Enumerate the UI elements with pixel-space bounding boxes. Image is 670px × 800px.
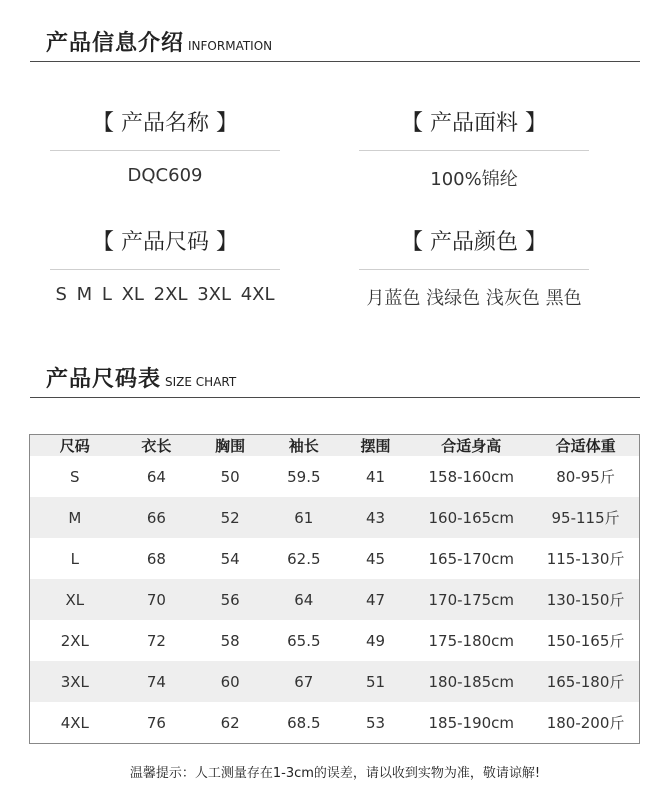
table-cell: 53 [365, 713, 386, 732]
sizes-value: S M L XL 2XL 3XL 4XL [55, 284, 275, 305]
product-name-value: DQC609 [127, 165, 203, 186]
info-section-rule [30, 61, 640, 62]
table-cell: 43 [365, 508, 386, 527]
sizes-block [50, 223, 280, 305]
table-cell: 61 [294, 508, 314, 527]
table-row [30, 661, 639, 702]
colors-value: 月蓝色 浅绿色 浅灰色 黑色 [366, 288, 582, 309]
table-cell: 72 [146, 631, 166, 650]
table-row [30, 538, 639, 579]
table-cell: 115-130斤 [546, 550, 625, 568]
table-cell: L [70, 549, 79, 568]
info-section-title: 产品信息介绍 INFORMATION [46, 31, 273, 56]
table-row [30, 579, 639, 620]
table-cell: 62 [220, 713, 240, 732]
table-cell: 65.5 [287, 631, 321, 650]
table-cell: 50 [220, 467, 240, 486]
colors-divider [359, 269, 589, 270]
size-table [30, 435, 639, 743]
size-section-subtitle: SIZE CHART [165, 375, 237, 389]
table-cell: 45 [365, 549, 386, 568]
table-cell: S [70, 467, 80, 486]
sizes-label: 【 产品尺码 】 [92, 230, 238, 255]
header-cell: 胸围 [215, 437, 246, 455]
table-cell: 62.5 [287, 549, 321, 568]
table-cell: 180-200斤 [546, 714, 625, 732]
table-header-row [30, 435, 639, 456]
size-chart-table [29, 434, 640, 744]
table-cell: 52 [220, 508, 240, 527]
table-cell: 160-165cm [428, 508, 515, 527]
table-cell: 180-185cm [428, 672, 515, 691]
table-cell: 58 [220, 631, 240, 650]
table-cell: 80-95斤 [556, 468, 615, 486]
table-cell: 76 [146, 713, 166, 732]
table-cell: 185-190cm [428, 713, 515, 732]
table-cell: 41 [365, 467, 386, 486]
table-cell: 158-160cm [428, 467, 515, 486]
table-cell: 2XL [60, 631, 89, 650]
info-section-subtitle: INFORMATION [188, 39, 273, 53]
table-cell: 3XL [60, 672, 89, 691]
measurement-note: 温馨提示：人工测量存在1-3cm的误差，请以收到实物为准，敬请谅解! [129, 766, 541, 781]
table-cell: 60 [220, 672, 240, 691]
table-cell: 165-180斤 [546, 673, 625, 691]
header-cell: 摆围 [360, 437, 391, 455]
product-name-divider [50, 150, 280, 151]
product-name-label: 【 产品名称 】 [92, 111, 238, 136]
table-cell: 95-115斤 [551, 509, 620, 527]
table-cell: 74 [146, 672, 166, 691]
table-row [30, 497, 639, 538]
table-cell: 165-170cm [428, 549, 515, 568]
header-cell: 衣长 [141, 437, 172, 455]
fabric-block [359, 104, 589, 191]
header-cell: 袖长 [288, 437, 319, 455]
colors-block [339, 223, 609, 310]
table-cell: 54 [220, 549, 240, 568]
table-cell: 56 [220, 590, 240, 609]
table-cell: 130-150斤 [546, 591, 625, 609]
header-cell: 合适身高 [441, 437, 502, 455]
fabric-label: 【 产品面料 】 [401, 111, 547, 136]
fabric-divider [359, 150, 589, 151]
table-cell: 68 [146, 549, 166, 568]
table-cell: M [68, 508, 82, 527]
table-cell: 64 [294, 590, 314, 609]
table-cell: XL [65, 590, 85, 609]
table-cell: 175-180cm [428, 631, 515, 650]
table-row [30, 702, 639, 743]
sizes-divider [50, 269, 280, 270]
table-cell: 47 [365, 590, 386, 609]
size-section-rule [30, 397, 640, 398]
table-row [30, 620, 639, 661]
table-cell: 68.5 [287, 713, 321, 732]
table-cell: 64 [146, 467, 166, 486]
product-name-block [50, 104, 280, 186]
table-cell: 49 [365, 631, 386, 650]
table-cell: 150-165斤 [546, 632, 625, 650]
table-cell: 59.5 [287, 467, 321, 486]
fabric-value: 100%锦纶 [430, 169, 518, 190]
header-cell: 尺码 [59, 437, 90, 455]
colors-label: 【 产品颜色 】 [401, 230, 547, 255]
size-section-title: 产品尺码表 SIZE CHART [46, 367, 237, 392]
table-cell: 66 [146, 508, 166, 527]
table-cell: 51 [365, 672, 386, 691]
table-row [30, 456, 639, 497]
table-cell: 4XL [60, 713, 89, 732]
header-cell: 合适体重 [555, 437, 616, 455]
table-cell: 70 [146, 590, 166, 609]
table-cell: 67 [294, 672, 314, 691]
table-cell: 170-175cm [428, 590, 515, 609]
